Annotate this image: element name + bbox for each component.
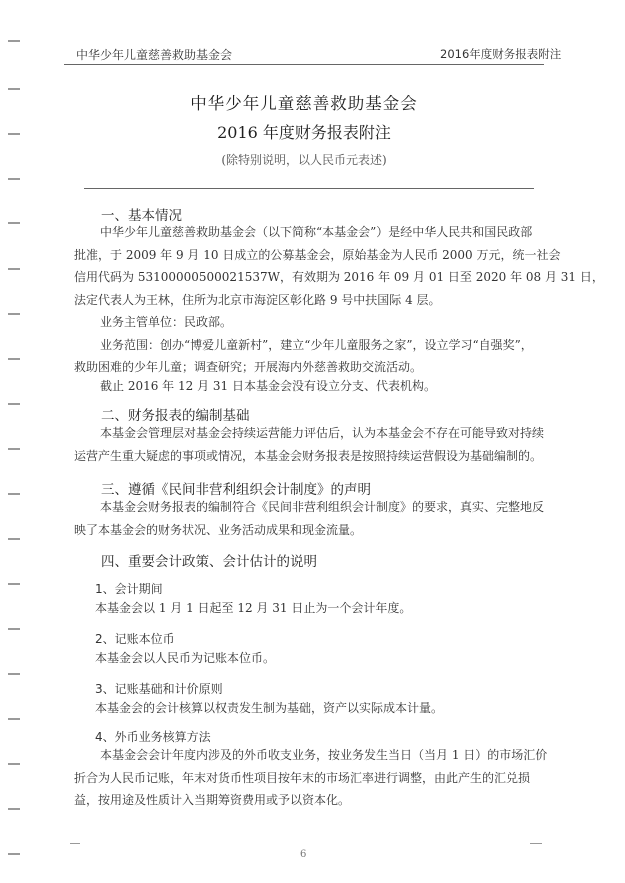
- paragraph: 本基金会的会计核算以权责发生制为基础，资产以实际成本计量。: [95, 701, 444, 715]
- binding-mark: [8, 448, 20, 450]
- footer-mark: [70, 843, 80, 844]
- text-line: 益，按用途及性质计入当期筹资费用或予以资本化。: [74, 793, 351, 807]
- paragraph: [100, 334, 533, 357]
- binding-mark: [8, 763, 20, 765]
- text-line: 救助困难的少年儿童；调查研究；开展海内外慈善救助交流活动。: [74, 360, 423, 374]
- document-title: 中华少年儿童慈善救助基金会: [190, 94, 418, 113]
- text-line: 本基金会会计年度内涉及的外币收支业务，按业务发生当日（当月 1 日）的市场汇价: [100, 748, 548, 762]
- page-number: 6: [300, 849, 307, 860]
- binding-mark: [8, 133, 20, 135]
- text-line: 法定代表人为王林，住所为北京市海淀区彰化路 9 号中扶国际 4 层。: [74, 292, 441, 307]
- paragraph: [74, 519, 362, 542]
- binding-mark: [8, 222, 20, 224]
- text-line: 本基金会管理层对基金会持续运营能力评估后，认为本基金会不存在可能导致对持续: [100, 426, 545, 440]
- running-header-org: 中华少年儿童慈善救助基金会: [76, 48, 233, 62]
- text-line: 业务范围：创办“博爱儿童新村”，建立“少年儿童服务之家”，设立学习“自强奖”，: [100, 337, 533, 352]
- text-line: 批准，于 2009 年 9 月 10 日成立的公募基金会，原始基金为人民币 2000 万元，统一社会: [74, 247, 561, 262]
- paragraph: [100, 221, 532, 244]
- text-line: 运营产生重大疑虑的事项或情况，本基金会财务报表是按照持续运营假设为基础编制的。: [74, 448, 543, 463]
- footer-mark: [530, 843, 542, 844]
- binding-mark: [8, 313, 20, 315]
- binding-mark: [8, 628, 20, 630]
- paragraph: 本基金会以 1 月 1 日起至 12 月 31 日止为一个会计年度。: [95, 601, 412, 615]
- subsection-heading-accounting-basis: 3、记账基础和计价原则: [95, 682, 223, 696]
- binding-mark: [8, 178, 20, 180]
- paragraph: [74, 767, 530, 812]
- paragraph: [100, 496, 544, 519]
- binding-mark: [8, 493, 20, 495]
- binding-mark: [8, 40, 20, 42]
- paragraph: [74, 244, 604, 312]
- subsection-heading-functional-currency: 2、记账本位币: [95, 632, 175, 646]
- binding-mark: [8, 268, 20, 270]
- currency-note: (除特别说明，以人民币元表述): [221, 153, 387, 167]
- binding-mark: [8, 88, 20, 90]
- binding-mark: [8, 403, 20, 405]
- paragraph: 截止 2016 年 12 月 31 日本基金会没有设立分支、代表机构。: [100, 379, 436, 393]
- text-line: 本基金会财务报表的编制符合《民间非营利组织会计制度》的要求，真实、完整地反: [100, 500, 545, 514]
- binding-mark: [8, 538, 20, 540]
- running-header-doc: 2016年度财务报表附注: [440, 47, 562, 61]
- paragraph: 本基金会以人民币为记账本位币。: [95, 651, 276, 665]
- binding-mark: [8, 583, 20, 585]
- title-rule: [84, 188, 534, 189]
- header-rule: [64, 64, 544, 65]
- binding-mark: [8, 808, 20, 810]
- binding-mark: [8, 718, 20, 720]
- paragraph: 业务主管单位：民政部。: [100, 315, 233, 329]
- paragraph: [100, 744, 547, 767]
- paragraph: [74, 445, 542, 468]
- section-heading-compliance: 三、遵循《民间非营利组织会计制度》的声明: [101, 482, 371, 498]
- text-line: 映了本基金会的财务状况、业务活动成果和现金流量。: [74, 522, 363, 537]
- section-heading-accounting-policies: 四、重要会计政策、会计估计的说明: [101, 554, 317, 570]
- binding-mark: [8, 673, 20, 675]
- binding-mark: [8, 358, 20, 360]
- text-line: 中华少年儿童慈善救助基金会（以下简称“本基金会”）是经中华人民共和国民政部: [100, 225, 533, 239]
- section-heading-basic-info: 一、基本情况: [101, 208, 182, 224]
- subsection-heading-foreign-currency: 4、外币业务核算方法: [95, 730, 211, 744]
- subsection-heading-accounting-period: 1、会计期间: [95, 582, 163, 596]
- binding-mark: [8, 853, 20, 855]
- text-line: 折合为人民币记账，年末对货币性项目按年末的市场汇率进行调整，由此产生的汇兑损: [74, 770, 531, 785]
- section-heading-preparation-basis: 二、财务报表的编制基础: [101, 408, 250, 424]
- text-line: 信用代码为 53100000500021537W，有效期为 2016 年 09 月 01 日至 2020 年 08 月 31 日，: [74, 270, 604, 284]
- paragraph: [100, 422, 544, 445]
- document-subtitle: 2016 年度财务报表附注: [217, 123, 391, 142]
